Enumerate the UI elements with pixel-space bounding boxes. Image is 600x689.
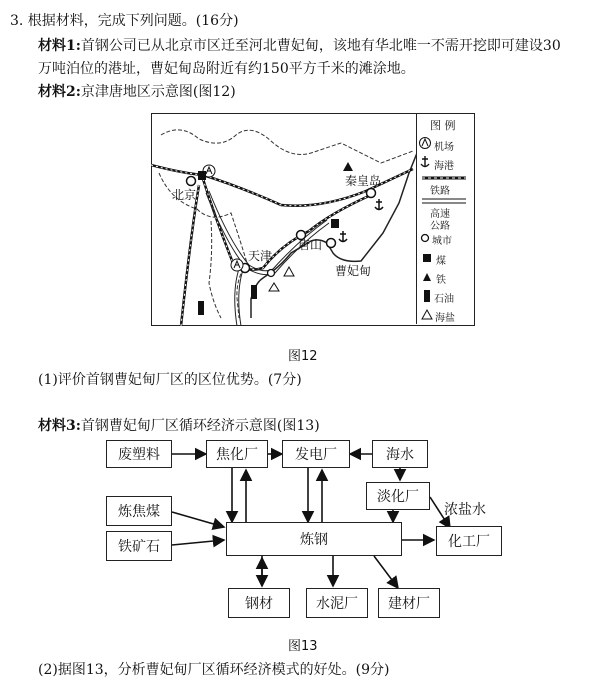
node-chemical-plant: 化工厂 bbox=[436, 526, 502, 556]
legend-iron: 铁 bbox=[436, 275, 446, 286]
node-steel-product: 钢材 bbox=[228, 588, 290, 618]
figure-12-caption: 图12 bbox=[288, 349, 318, 364]
sub-question-1: (1)评价首钢曹妃甸厂区的区位优势。(7分) bbox=[38, 372, 302, 388]
node-power-plant: 发电厂 bbox=[282, 440, 350, 468]
node-desalination: 淡化厂 bbox=[366, 482, 430, 510]
node-cement-plant: 水泥厂 bbox=[306, 588, 368, 618]
node-building-material: 建材厂 bbox=[378, 588, 440, 618]
label-beijing: 北京 bbox=[172, 188, 197, 202]
material-1-label: 材料1: bbox=[38, 38, 81, 54]
figure-13-caption: 图13 bbox=[288, 639, 318, 654]
node-coking-plant: 焦化厂 bbox=[206, 440, 268, 468]
label-qinhuangdao: 秦皇岛 bbox=[345, 174, 382, 188]
legend-seaport: 海港 bbox=[434, 161, 454, 172]
node-coking-coal: 炼焦煤 bbox=[106, 496, 172, 526]
arrow-cokingcoal-steel bbox=[172, 512, 224, 527]
legend-expressway-2: 公路 bbox=[430, 221, 450, 232]
legend-airport: 机场 bbox=[434, 142, 454, 153]
label-tangshan: 唐山 bbox=[298, 238, 323, 252]
label-caofeidian: 曹妃甸 bbox=[335, 264, 372, 278]
node-seawater: 海水 bbox=[372, 440, 428, 468]
material-2-label: 材料2: bbox=[38, 84, 81, 100]
arrow-ore-steel bbox=[172, 540, 224, 545]
material-3-label: 材料3: bbox=[38, 418, 81, 434]
material-3-text: 首钢曹妃甸厂区循环经济示意图(图13) bbox=[80, 418, 320, 434]
arrow-steel-building bbox=[374, 556, 398, 588]
material-1-line1: 首钢公司已从北京市区迁至河北曹妃甸，该地有华北唯一不需开挖即可建设30 bbox=[80, 38, 561, 54]
question-header: 3. 根据材料，完成下列问题。(16分) bbox=[10, 13, 239, 29]
legend-title: 图 例 bbox=[430, 119, 456, 132]
legend-oil: 石油 bbox=[434, 294, 454, 305]
node-iron-ore: 铁矿石 bbox=[106, 531, 172, 561]
node-steelmaking: 炼钢 bbox=[226, 522, 402, 556]
material-1-line2: 万吨泊位的港址，曹妃甸岛附近有约150平方千米的滩涂地。 bbox=[38, 61, 415, 77]
legend-coal: 煤 bbox=[436, 256, 446, 267]
legend-expressway-1: 高速 bbox=[430, 209, 450, 220]
sub-question-2: (2)据图13，分析曹妃甸厂区循环经济模式的好处。(9分) bbox=[38, 662, 390, 678]
node-plastic: 废塑料 bbox=[106, 440, 172, 468]
legend-salt: 海盐 bbox=[435, 313, 455, 324]
legend-railway: 铁路 bbox=[430, 186, 450, 197]
label-tianjin: 天津 bbox=[248, 249, 273, 263]
material-2-text: 京津唐地区示意图(图12) bbox=[80, 84, 236, 100]
label-brine: 浓盐水 bbox=[444, 502, 486, 518]
legend-city: 城市 bbox=[432, 236, 452, 247]
